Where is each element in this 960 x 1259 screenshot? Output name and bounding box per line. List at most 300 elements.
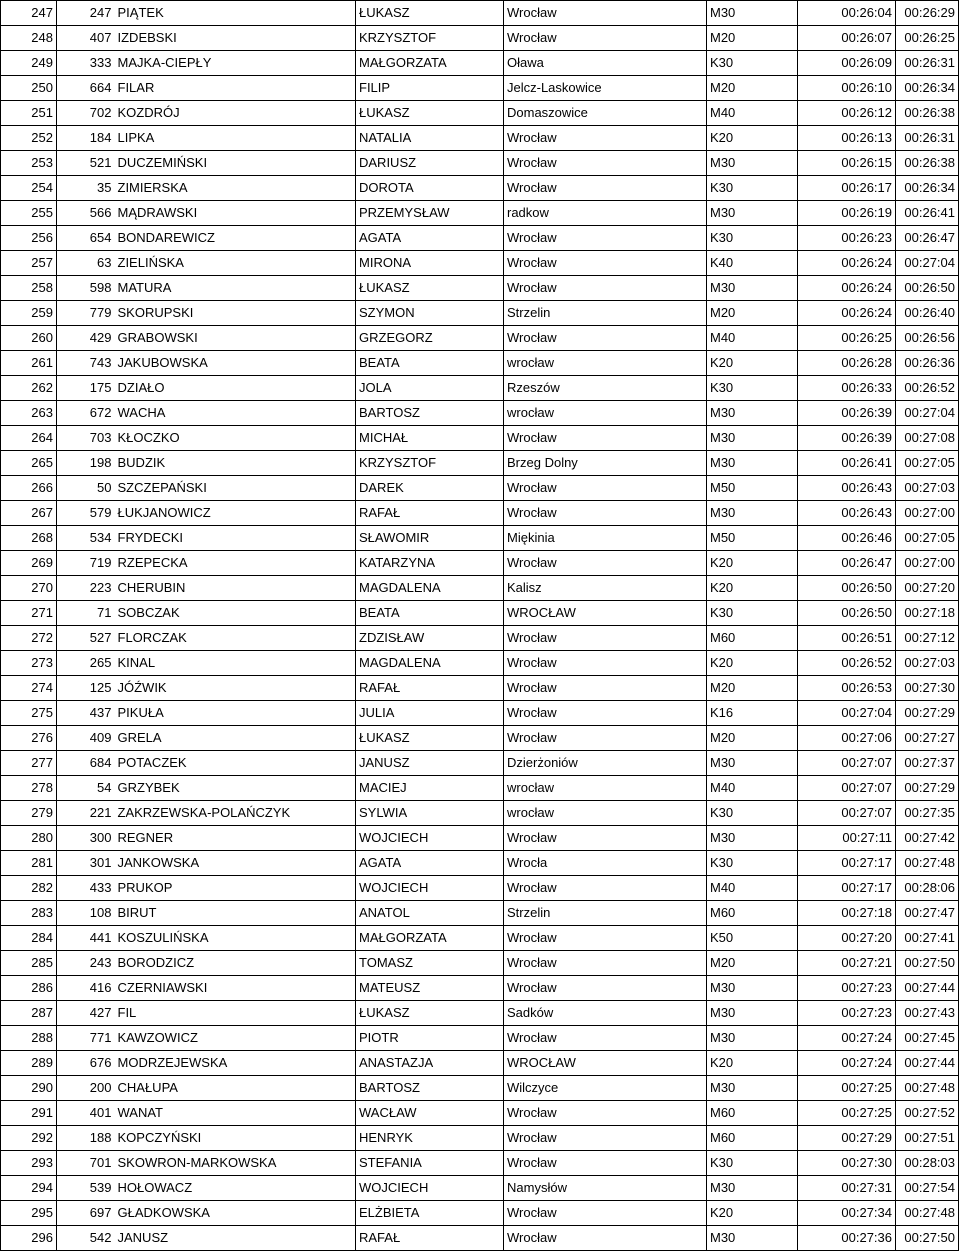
place-cell: 259 xyxy=(1,301,57,326)
last-name-cell: ZIELIŃSKA xyxy=(115,251,356,276)
net-time-cell: 00:26:33 xyxy=(798,376,896,401)
table-row xyxy=(1,901,959,926)
place-cell: 276 xyxy=(1,726,57,751)
place-cell: 265 xyxy=(1,451,57,476)
place-cell: 288 xyxy=(1,1026,57,1051)
gun-time-cell: 00:28:03 xyxy=(896,1151,959,1176)
category-cell: K20 xyxy=(707,1051,798,1076)
gun-time-cell: 00:27:05 xyxy=(896,451,959,476)
bib-number-cell: 527 xyxy=(57,626,115,651)
gun-time-cell: 00:27:48 xyxy=(896,851,959,876)
category-cell: M30 xyxy=(707,1176,798,1201)
category-cell: K30 xyxy=(707,226,798,251)
net-time-cell: 00:26:23 xyxy=(798,226,896,251)
category-cell: M30 xyxy=(707,401,798,426)
category-cell: M60 xyxy=(707,901,798,926)
place-cell: 261 xyxy=(1,351,57,376)
last-name-cell: LIPKA xyxy=(115,126,356,151)
place-cell: 281 xyxy=(1,851,57,876)
gun-time-cell: 00:26:38 xyxy=(896,151,959,176)
last-name-cell: KAWZOWICZ xyxy=(115,1026,356,1051)
gun-time-cell: 00:26:41 xyxy=(896,201,959,226)
table-row xyxy=(1,176,959,201)
gun-time-cell: 00:27:04 xyxy=(896,401,959,426)
bib-number-cell: 223 xyxy=(57,576,115,601)
last-name-cell: ŁUKJANOWICZ xyxy=(115,501,356,526)
net-time-cell: 00:27:11 xyxy=(798,826,896,851)
city-cell: radkow xyxy=(504,201,707,226)
city-cell: Wrocław xyxy=(504,251,707,276)
category-cell: K20 xyxy=(707,576,798,601)
table-row xyxy=(1,1126,959,1151)
gun-time-cell: 00:27:54 xyxy=(896,1176,959,1201)
table-row xyxy=(1,201,959,226)
first-name-cell: DOROTA xyxy=(356,176,504,201)
city-cell: Wrocław xyxy=(504,1026,707,1051)
gun-time-cell: 00:27:47 xyxy=(896,901,959,926)
last-name-cell: SOBCZAK xyxy=(115,601,356,626)
first-name-cell: BARTOSZ xyxy=(356,1076,504,1101)
place-cell: 294 xyxy=(1,1176,57,1201)
place-cell: 270 xyxy=(1,576,57,601)
category-cell: K16 xyxy=(707,701,798,726)
table-row xyxy=(1,526,959,551)
city-cell: Wrocław xyxy=(504,1,707,26)
city-cell: Wrocław xyxy=(504,876,707,901)
first-name-cell: MAŁGORZATA xyxy=(356,51,504,76)
bib-number-cell: 433 xyxy=(57,876,115,901)
net-time-cell: 00:27:17 xyxy=(798,851,896,876)
gun-time-cell: 00:27:50 xyxy=(896,951,959,976)
first-name-cell: DAREK xyxy=(356,476,504,501)
gun-time-cell: 00:27:08 xyxy=(896,426,959,451)
category-cell: M30 xyxy=(707,201,798,226)
city-cell: Miękinia xyxy=(504,526,707,551)
city-cell: WROCŁAW xyxy=(504,1051,707,1076)
category-cell: K30 xyxy=(707,1151,798,1176)
first-name-cell: PRZEMYSŁAW xyxy=(356,201,504,226)
table-row xyxy=(1,426,959,451)
category-cell: M30 xyxy=(707,826,798,851)
place-cell: 278 xyxy=(1,776,57,801)
first-name-cell: WACŁAW xyxy=(356,1101,504,1126)
bib-number-cell: 401 xyxy=(57,1101,115,1126)
first-name-cell: SZYMON xyxy=(356,301,504,326)
net-time-cell: 00:27:31 xyxy=(798,1176,896,1201)
last-name-cell: BONDAREWICZ xyxy=(115,226,356,251)
net-time-cell: 00:26:50 xyxy=(798,601,896,626)
first-name-cell: MICHAŁ xyxy=(356,426,504,451)
table-row xyxy=(1,1001,959,1026)
category-cell: K20 xyxy=(707,126,798,151)
first-name-cell: STEFANIA xyxy=(356,1151,504,1176)
city-cell: Wrocław xyxy=(504,226,707,251)
last-name-cell: JAKUBOWSKA xyxy=(115,351,356,376)
first-name-cell: MAGDALENA xyxy=(356,576,504,601)
place-cell: 254 xyxy=(1,176,57,201)
city-cell: WROCŁAW xyxy=(504,601,707,626)
place-cell: 279 xyxy=(1,801,57,826)
bib-number-cell: 779 xyxy=(57,301,115,326)
last-name-cell: DUCZEMIŃSKI xyxy=(115,151,356,176)
table-row xyxy=(1,651,959,676)
net-time-cell: 00:26:51 xyxy=(798,626,896,651)
table-row xyxy=(1,326,959,351)
table-row xyxy=(1,951,959,976)
category-cell: K20 xyxy=(707,351,798,376)
table-row xyxy=(1,1201,959,1226)
first-name-cell: ELŻBIETA xyxy=(356,1201,504,1226)
category-cell: K50 xyxy=(707,926,798,951)
table-row xyxy=(1,876,959,901)
bib-number-cell: 125 xyxy=(57,676,115,701)
table-row xyxy=(1,1051,959,1076)
table-row xyxy=(1,476,959,501)
gun-time-cell: 00:26:34 xyxy=(896,176,959,201)
net-time-cell: 00:27:36 xyxy=(798,1226,896,1251)
table-row xyxy=(1,226,959,251)
city-cell: Wilczyce xyxy=(504,1076,707,1101)
gun-time-cell: 00:26:25 xyxy=(896,26,959,51)
category-cell: M60 xyxy=(707,1126,798,1151)
net-time-cell: 00:26:13 xyxy=(798,126,896,151)
place-cell: 282 xyxy=(1,876,57,901)
last-name-cell: MĄDRAWSKI xyxy=(115,201,356,226)
bib-number-cell: 684 xyxy=(57,751,115,776)
net-time-cell: 00:27:25 xyxy=(798,1076,896,1101)
bib-number-cell: 701 xyxy=(57,1151,115,1176)
place-cell: 292 xyxy=(1,1126,57,1151)
first-name-cell: BEATA xyxy=(356,601,504,626)
bib-number-cell: 429 xyxy=(57,326,115,351)
gun-time-cell: 00:27:43 xyxy=(896,1001,959,1026)
place-cell: 267 xyxy=(1,501,57,526)
category-cell: M30 xyxy=(707,1076,798,1101)
bib-number-cell: 427 xyxy=(57,1001,115,1026)
gun-time-cell: 00:27:29 xyxy=(896,776,959,801)
city-cell: Sadków xyxy=(504,1001,707,1026)
last-name-cell: SKORUPSKI xyxy=(115,301,356,326)
net-time-cell: 00:27:23 xyxy=(798,976,896,1001)
category-cell: K30 xyxy=(707,51,798,76)
table-row xyxy=(1,151,959,176)
net-time-cell: 00:27:06 xyxy=(798,726,896,751)
bib-number-cell: 534 xyxy=(57,526,115,551)
bib-number-cell: 35 xyxy=(57,176,115,201)
bib-number-cell: 539 xyxy=(57,1176,115,1201)
net-time-cell: 00:26:07 xyxy=(798,26,896,51)
city-cell: Strzelin xyxy=(504,901,707,926)
place-cell: 287 xyxy=(1,1001,57,1026)
bib-number-cell: 175 xyxy=(57,376,115,401)
place-cell: 255 xyxy=(1,201,57,226)
net-time-cell: 00:27:24 xyxy=(798,1051,896,1076)
gun-time-cell: 00:27:18 xyxy=(896,601,959,626)
table-row xyxy=(1,676,959,701)
gun-time-cell: 00:26:47 xyxy=(896,226,959,251)
net-time-cell: 00:26:15 xyxy=(798,151,896,176)
net-time-cell: 00:27:25 xyxy=(798,1101,896,1126)
table-row xyxy=(1,451,959,476)
city-cell: Strzelin xyxy=(504,301,707,326)
category-cell: K40 xyxy=(707,251,798,276)
first-name-cell: MAŁGORZATA xyxy=(356,926,504,951)
category-cell: M20 xyxy=(707,951,798,976)
first-name-cell: ŁUKASZ xyxy=(356,726,504,751)
category-cell: K30 xyxy=(707,601,798,626)
bib-number-cell: 566 xyxy=(57,201,115,226)
table-row xyxy=(1,976,959,1001)
gun-time-cell: 00:27:48 xyxy=(896,1201,959,1226)
gun-time-cell: 00:27:48 xyxy=(896,1076,959,1101)
category-cell: M20 xyxy=(707,301,798,326)
gun-time-cell: 00:26:38 xyxy=(896,101,959,126)
table-row xyxy=(1,26,959,51)
bib-number-cell: 63 xyxy=(57,251,115,276)
place-cell: 269 xyxy=(1,551,57,576)
gun-time-cell: 00:27:42 xyxy=(896,826,959,851)
bib-number-cell: 333 xyxy=(57,51,115,76)
table-row xyxy=(1,1226,959,1251)
category-cell: M40 xyxy=(707,876,798,901)
category-cell: M50 xyxy=(707,526,798,551)
first-name-cell: SYLWIA xyxy=(356,801,504,826)
bib-number-cell: 184 xyxy=(57,126,115,151)
bib-number-cell: 719 xyxy=(57,551,115,576)
gun-time-cell: 00:26:40 xyxy=(896,301,959,326)
net-time-cell: 00:26:39 xyxy=(798,401,896,426)
place-cell: 293 xyxy=(1,1151,57,1176)
net-time-cell: 00:26:09 xyxy=(798,51,896,76)
place-cell: 277 xyxy=(1,751,57,776)
gun-time-cell: 00:28:06 xyxy=(896,876,959,901)
category-cell: M40 xyxy=(707,101,798,126)
place-cell: 271 xyxy=(1,601,57,626)
table-row xyxy=(1,701,959,726)
net-time-cell: 00:27:07 xyxy=(798,751,896,776)
place-cell: 285 xyxy=(1,951,57,976)
first-name-cell: WOJCIECH xyxy=(356,876,504,901)
table-row xyxy=(1,126,959,151)
bib-number-cell: 654 xyxy=(57,226,115,251)
city-cell: Wrocław xyxy=(504,626,707,651)
gun-time-cell: 00:27:30 xyxy=(896,676,959,701)
gun-time-cell: 00:27:27 xyxy=(896,726,959,751)
net-time-cell: 00:26:19 xyxy=(798,201,896,226)
last-name-cell: KINAL xyxy=(115,651,356,676)
place-cell: 272 xyxy=(1,626,57,651)
net-time-cell: 00:26:28 xyxy=(798,351,896,376)
table-row xyxy=(1,726,959,751)
place-cell: 289 xyxy=(1,1051,57,1076)
gun-time-cell: 00:27:52 xyxy=(896,1101,959,1126)
last-name-cell: JANUSZ xyxy=(115,1226,356,1251)
bib-number-cell: 71 xyxy=(57,601,115,626)
city-cell: Wrocław xyxy=(504,1201,707,1226)
category-cell: M20 xyxy=(707,676,798,701)
place-cell: 273 xyxy=(1,651,57,676)
table-row xyxy=(1,751,959,776)
bib-number-cell: 672 xyxy=(57,401,115,426)
last-name-cell: ZIMIERSKA xyxy=(115,176,356,201)
bib-number-cell: 54 xyxy=(57,776,115,801)
place-cell: 286 xyxy=(1,976,57,1001)
place-cell: 256 xyxy=(1,226,57,251)
city-cell: Wrocław xyxy=(504,176,707,201)
first-name-cell: TOMASZ xyxy=(356,951,504,976)
net-time-cell: 00:27:24 xyxy=(798,1026,896,1051)
table-row xyxy=(1,301,959,326)
first-name-cell: RAFAŁ xyxy=(356,1226,504,1251)
city-cell: Wrocław xyxy=(504,276,707,301)
gun-time-cell: 00:27:37 xyxy=(896,751,959,776)
last-name-cell: GRZYBEK xyxy=(115,776,356,801)
net-time-cell: 00:27:20 xyxy=(798,926,896,951)
table-row xyxy=(1,401,959,426)
place-cell: 258 xyxy=(1,276,57,301)
category-cell: M30 xyxy=(707,751,798,776)
net-time-cell: 00:26:12 xyxy=(798,101,896,126)
gun-time-cell: 00:27:35 xyxy=(896,801,959,826)
gun-time-cell: 00:27:29 xyxy=(896,701,959,726)
first-name-cell: MIRONA xyxy=(356,251,504,276)
last-name-cell: JANKOWSKA xyxy=(115,851,356,876)
city-cell: Kalisz xyxy=(504,576,707,601)
last-name-cell: JÓŹWIK xyxy=(115,676,356,701)
table-row xyxy=(1,776,959,801)
last-name-cell: HOŁOWACZ xyxy=(115,1176,356,1201)
bib-number-cell: 743 xyxy=(57,351,115,376)
gun-time-cell: 00:27:00 xyxy=(896,501,959,526)
bib-number-cell: 198 xyxy=(57,451,115,476)
category-cell: M60 xyxy=(707,626,798,651)
last-name-cell: PIKUŁA xyxy=(115,701,356,726)
first-name-cell: JOLA xyxy=(356,376,504,401)
table-row xyxy=(1,801,959,826)
city-cell: Wrocław xyxy=(504,26,707,51)
bib-number-cell: 542 xyxy=(57,1226,115,1251)
category-cell: K20 xyxy=(707,1201,798,1226)
bib-number-cell: 300 xyxy=(57,826,115,851)
net-time-cell: 00:26:24 xyxy=(798,251,896,276)
table-row xyxy=(1,101,959,126)
place-cell: 247 xyxy=(1,1,57,26)
net-time-cell: 00:26:47 xyxy=(798,551,896,576)
place-cell: 251 xyxy=(1,101,57,126)
category-cell: K20 xyxy=(707,551,798,576)
first-name-cell: ANATOL xyxy=(356,901,504,926)
last-name-cell: MODRZEJEWSKA xyxy=(115,1051,356,1076)
first-name-cell: AGATA xyxy=(356,851,504,876)
last-name-cell: BIRUT xyxy=(115,901,356,926)
category-cell: K30 xyxy=(707,176,798,201)
last-name-cell: REGNER xyxy=(115,826,356,851)
city-cell: Wrocław xyxy=(504,651,707,676)
table-row xyxy=(1,851,959,876)
city-cell: Wrocław xyxy=(504,1101,707,1126)
category-cell: K30 xyxy=(707,851,798,876)
city-cell: Dzierżoniów xyxy=(504,751,707,776)
table-row xyxy=(1,351,959,376)
city-cell: Wrocław xyxy=(504,726,707,751)
last-name-cell: BORODZICZ xyxy=(115,951,356,976)
place-cell: 252 xyxy=(1,126,57,151)
last-name-cell: CZERNIAWSKI xyxy=(115,976,356,1001)
net-time-cell: 00:26:50 xyxy=(798,576,896,601)
first-name-cell: SŁAWOMIR xyxy=(356,526,504,551)
last-name-cell: CHERUBIN xyxy=(115,576,356,601)
last-name-cell: DZIAŁO xyxy=(115,376,356,401)
table-row xyxy=(1,501,959,526)
gun-time-cell: 00:26:31 xyxy=(896,51,959,76)
table-row xyxy=(1,1176,959,1201)
gun-time-cell: 00:27:00 xyxy=(896,551,959,576)
last-name-cell: GRELA xyxy=(115,726,356,751)
table-row xyxy=(1,276,959,301)
category-cell: M20 xyxy=(707,26,798,51)
first-name-cell: ŁUKASZ xyxy=(356,276,504,301)
net-time-cell: 00:26:46 xyxy=(798,526,896,551)
city-cell: Jelcz-Laskowice xyxy=(504,76,707,101)
city-cell: wrocław xyxy=(504,776,707,801)
city-cell: Wrocław xyxy=(504,151,707,176)
net-time-cell: 00:27:18 xyxy=(798,901,896,926)
table-row xyxy=(1,626,959,651)
table-row xyxy=(1,551,959,576)
net-time-cell: 00:27:30 xyxy=(798,1151,896,1176)
place-cell: 284 xyxy=(1,926,57,951)
bib-number-cell: 200 xyxy=(57,1076,115,1101)
last-name-cell: RZEPECKA xyxy=(115,551,356,576)
bib-number-cell: 598 xyxy=(57,276,115,301)
bib-number-cell: 697 xyxy=(57,1201,115,1226)
net-time-cell: 00:27:07 xyxy=(798,801,896,826)
first-name-cell: ZDZISŁAW xyxy=(356,626,504,651)
last-name-cell: FRYDECKI xyxy=(115,526,356,551)
first-name-cell: NATALIA xyxy=(356,126,504,151)
first-name-cell: FILIP xyxy=(356,76,504,101)
gun-time-cell: 00:27:45 xyxy=(896,1026,959,1051)
category-cell: K20 xyxy=(707,651,798,676)
place-cell: 275 xyxy=(1,701,57,726)
category-cell: M30 xyxy=(707,1,798,26)
city-cell: wrocław xyxy=(504,801,707,826)
bib-number-cell: 441 xyxy=(57,926,115,951)
table-row xyxy=(1,826,959,851)
last-name-cell: GŁADKOWSKA xyxy=(115,1201,356,1226)
last-name-cell: WACHA xyxy=(115,401,356,426)
category-cell: M30 xyxy=(707,451,798,476)
net-time-cell: 00:26:04 xyxy=(798,1,896,26)
first-name-cell: JULIA xyxy=(356,701,504,726)
bib-number-cell: 521 xyxy=(57,151,115,176)
bib-number-cell: 416 xyxy=(57,976,115,1001)
category-cell: M30 xyxy=(707,501,798,526)
place-cell: 263 xyxy=(1,401,57,426)
place-cell: 296 xyxy=(1,1226,57,1251)
first-name-cell: KRZYSZTOF xyxy=(356,451,504,476)
first-name-cell: JANUSZ xyxy=(356,751,504,776)
bib-number-cell: 579 xyxy=(57,501,115,526)
category-cell: M30 xyxy=(707,276,798,301)
net-time-cell: 00:26:24 xyxy=(798,301,896,326)
place-cell: 283 xyxy=(1,901,57,926)
bib-number-cell: 265 xyxy=(57,651,115,676)
place-cell: 295 xyxy=(1,1201,57,1226)
first-name-cell: WOJCIECH xyxy=(356,1176,504,1201)
gun-time-cell: 00:26:31 xyxy=(896,126,959,151)
bib-number-cell: 703 xyxy=(57,426,115,451)
